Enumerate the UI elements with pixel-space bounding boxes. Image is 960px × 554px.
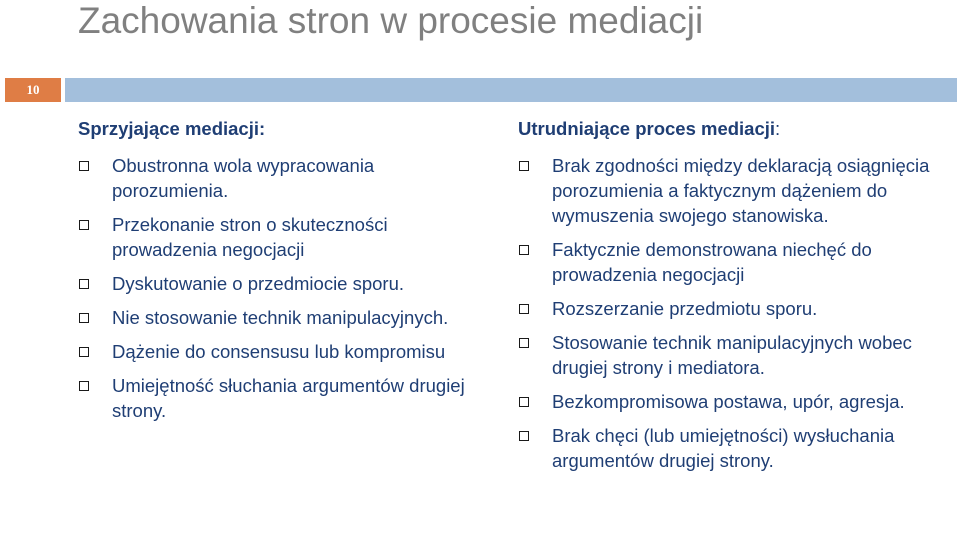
- list-item: [78, 373, 468, 423]
- list-item-text: Faktycznie demonstrowana niechęć do prowadzenia negocjacji: [552, 239, 872, 285]
- list-item: [78, 153, 468, 203]
- list-item-text: Umiejętność słuchania argumentów drugiej strony.: [112, 375, 465, 421]
- list-item-text: Bezkompromisowa postawa, upór, agresja.: [552, 391, 905, 412]
- header-accent-bar: [65, 78, 957, 102]
- favorable-column: [78, 117, 468, 432]
- list-item-text: Rozszerzanie przedmiotu sporu.: [552, 298, 818, 319]
- square-bullet-icon: [79, 220, 89, 230]
- list-item: [78, 271, 468, 296]
- list-item-text: Nie stosowanie technik manipulacyjnych.: [112, 307, 449, 328]
- list-item: [518, 237, 948, 287]
- list-item-text: Dyskutowanie o przedmiocie sporu.: [112, 273, 405, 294]
- square-bullet-icon: [79, 381, 89, 391]
- list-item-text: Dążenie do consensusu lub kompromisu: [112, 341, 446, 362]
- square-bullet-icon: [79, 347, 89, 357]
- list-item: [518, 296, 948, 321]
- obstructing-list: [518, 153, 948, 473]
- obstructing-column: [518, 117, 948, 482]
- square-bullet-icon: [79, 279, 89, 289]
- favorable-heading-text: Sprzyjające mediacji:: [78, 118, 266, 139]
- list-item-text: Przekonanie stron o skuteczności prowadzenia negocjacji: [112, 214, 388, 260]
- list-item-text: Brak chęci (lub umiejętności) wysłuchania argumentów drugiej strony.: [552, 425, 895, 471]
- obstructing-heading-colon: :: [775, 118, 781, 139]
- square-bullet-icon: [79, 313, 89, 323]
- list-item-text: Brak zgodności między deklaracją osiągnięcia porozumienia a faktycznym dążeniem do wymuszenia swojego stanowiska.: [552, 155, 930, 226]
- square-bullet-icon: [519, 431, 529, 441]
- square-bullet-icon: [519, 397, 529, 407]
- obstructing-heading: [518, 117, 948, 141]
- square-bullet-icon: [519, 245, 529, 255]
- list-item-text: Obustronna wola wypracowania porozumienia.: [112, 155, 375, 201]
- list-item: [78, 212, 468, 262]
- square-bullet-icon: [79, 161, 89, 171]
- list-item-text: Stosowanie technik manipulacyjnych wobec drugiej strony i mediatora.: [552, 332, 912, 378]
- slide-header-bar: [5, 78, 957, 102]
- list-item: [78, 305, 468, 330]
- list-item: [78, 339, 468, 364]
- square-bullet-icon: [519, 338, 529, 348]
- list-item: [518, 389, 948, 414]
- slide-title: Zachowania stron w procesie mediacji: [78, 0, 704, 41]
- favorable-list: [78, 153, 468, 423]
- slide-number: 10: [5, 78, 61, 102]
- square-bullet-icon: [519, 161, 529, 171]
- list-item: [518, 330, 948, 380]
- favorable-heading: [78, 117, 468, 141]
- square-bullet-icon: [519, 304, 529, 314]
- obstructing-heading-text: Utrudniające proces mediacji: [518, 118, 776, 139]
- list-item: [518, 423, 948, 473]
- list-item: [518, 153, 948, 228]
